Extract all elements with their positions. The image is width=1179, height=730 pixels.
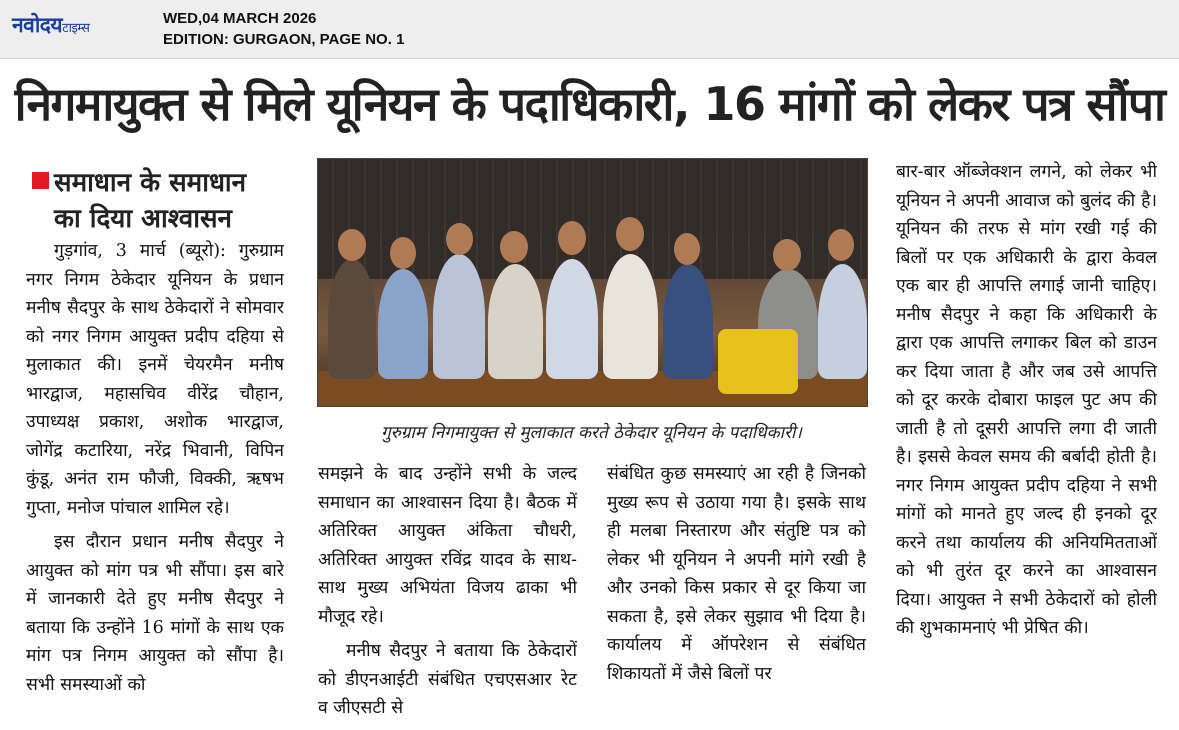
subheading-line-1: समाधान के समाधान xyxy=(54,168,247,198)
article-headline: निगमायुक्त से मिले यूनियन के पदाधिकारी, 16 मांगों को लेकर पत्र सौंपा xyxy=(14,77,1165,131)
column-2-paragraph-2: मनीष सैदपुर ने बताया कि ठेकेदारों को डीएनआईटी संबंधित एचएसआर रेट व जीएसटी से xyxy=(318,641,577,718)
photo-person xyxy=(433,254,485,379)
red-square-bullet-icon xyxy=(32,172,49,189)
photo-person xyxy=(603,254,658,379)
article-column-4 xyxy=(896,158,1157,722)
photo-person-head xyxy=(773,239,801,271)
photo-person-head xyxy=(390,237,416,269)
photo-person-head xyxy=(558,221,586,255)
article-column-2 xyxy=(318,460,577,722)
photo-person xyxy=(818,264,867,379)
photo-person-head xyxy=(446,223,473,255)
newspaper-logo xyxy=(12,11,89,39)
article-column-1 xyxy=(26,237,284,721)
column-1-paragraph-1: गुड़गांव, 3 मार्च (ब्यूरो): गुरुग्राम नगर निगम ठेकेदार यूनियन के प्रधान मनीष सैदपुर के साथ ठेकेदारों ने सोमवार को नगर निगम आयुक्त प्रदीप दहिया से मुलाकात की। इनमें चेयरमैन मनीष भारद्वाज, महासचिव वीरेंद्र चौहान, उपाध्यक्ष प्रकाश, अशोक भारद्वाज, जोगेंद्र कटारिया, नरेंद्र भिवानी, विपिन कुंडू, अनंत राम फौजी, विक्की, ऋषभ गुप्ता, मनोज पांचाल शामिल रहे। xyxy=(26,241,284,518)
photo-person xyxy=(378,269,428,379)
issue-date: WED,04 MARCH 2026 xyxy=(163,10,317,27)
photo-person-head xyxy=(500,231,528,263)
logo-sub-text: टाइम्स xyxy=(62,21,90,36)
column-4-paragraph-1: बार-बार ऑब्जेक्शन लगने, को लेकर भी यूनियन ने अपनी आवाज को बुलंद की है। यूनियन की तरफ से मांग रखी गई की बिलों पर एक अधिकारी के द्वारा केवल एक बार ही आपत्ति लगाई जानी चाहिए। मनीष सैदपुर ने कहा कि अधिकारी के द्वारा एक आपत्ति लगाकर बिल को डाउन कर दिया जाता है और जब उसे आपत्ति को दूर करके दोबारा फाइल पुट अप की जाती है तो दूसरी आपत्ति लगा दी जाती है। इससे केवल समय की बर्बादी होती है। नगर निगम आयुक्त प्रदीप दहिया ने सभी मांगों को मानते हुए जल्द ही इनको दूर करने तथा कार्यालय की अनियमितताओं को भी तुरंत दूर करने का आश्वासन दिया। आयुक्त ने सभी ठेकेदारों को होली की शुभकामनाएं भी प्रेषित की। xyxy=(896,162,1157,638)
masthead-bar xyxy=(0,0,1179,59)
photo-person-head xyxy=(338,229,366,261)
article-subheading xyxy=(32,165,282,237)
photo-person xyxy=(663,264,713,379)
edition-info: EDITION: GURGAON, PAGE NO. 1 xyxy=(163,31,405,48)
logo-main-text: नवोदय xyxy=(12,13,63,37)
subheading-line-2: का दिया आश्वासन xyxy=(54,204,232,234)
column-1-paragraph-2: इस दौरान प्रधान मनीष सैदपुर ने आयुक्त को मांग पत्र भी सौंपा। इस बारे में जानकारी देते हुए मनीष सैदपुर ने बताया कि उन्होंने 16 मांगों के साथ एक मांग पत्र निगम आयुक्त को सौंपा है। सभी समस्याओं को xyxy=(26,532,284,695)
column-3-paragraph-1: संबंधित कुछ समस्याएं आ रही है जिनको मुख्य रूप से उठाया गया है। इसके साथ ही मलबा निस्तारण और संतुष्टि पत्र को लेकर भी यूनियन ने अपनी मांगे रखी है और उनको किस प्रकार से दूर किया जा सकता है, इसे लेकर सुझाव भी दिया है। कार्यालय में ऑपरेशन से संबंधित शिकायतों में जैसे बिलों पर xyxy=(607,464,866,684)
edition-meta xyxy=(163,8,404,50)
photo-person-head xyxy=(616,217,644,251)
photo-person-head xyxy=(674,233,700,265)
photo-person xyxy=(546,259,598,379)
article-photo xyxy=(317,158,868,407)
photo-caption: गुरुग्राम निगमायुक्त से मुलाकात करते ठेकेदार यूनियन के पदाधिकारी। xyxy=(381,423,802,443)
article-column-3 xyxy=(607,460,866,722)
column-2-paragraph-1: समझने के बाद उन्होंने सभी के जल्द समाधान का आश्वासन दिया है। बैठक में अतिरिक्त आयुक्त अंकिता चौधरी, अतिरिक्त आयुक्त रविंद्र यादव के साथ-साथ मुख्य अभियंता विजय ढाका भी मौजूद रहे। xyxy=(318,464,577,627)
photo-person xyxy=(488,264,543,379)
photo-person-head xyxy=(828,229,854,261)
photo-gift-bag xyxy=(718,329,798,394)
photo-person xyxy=(328,259,376,379)
